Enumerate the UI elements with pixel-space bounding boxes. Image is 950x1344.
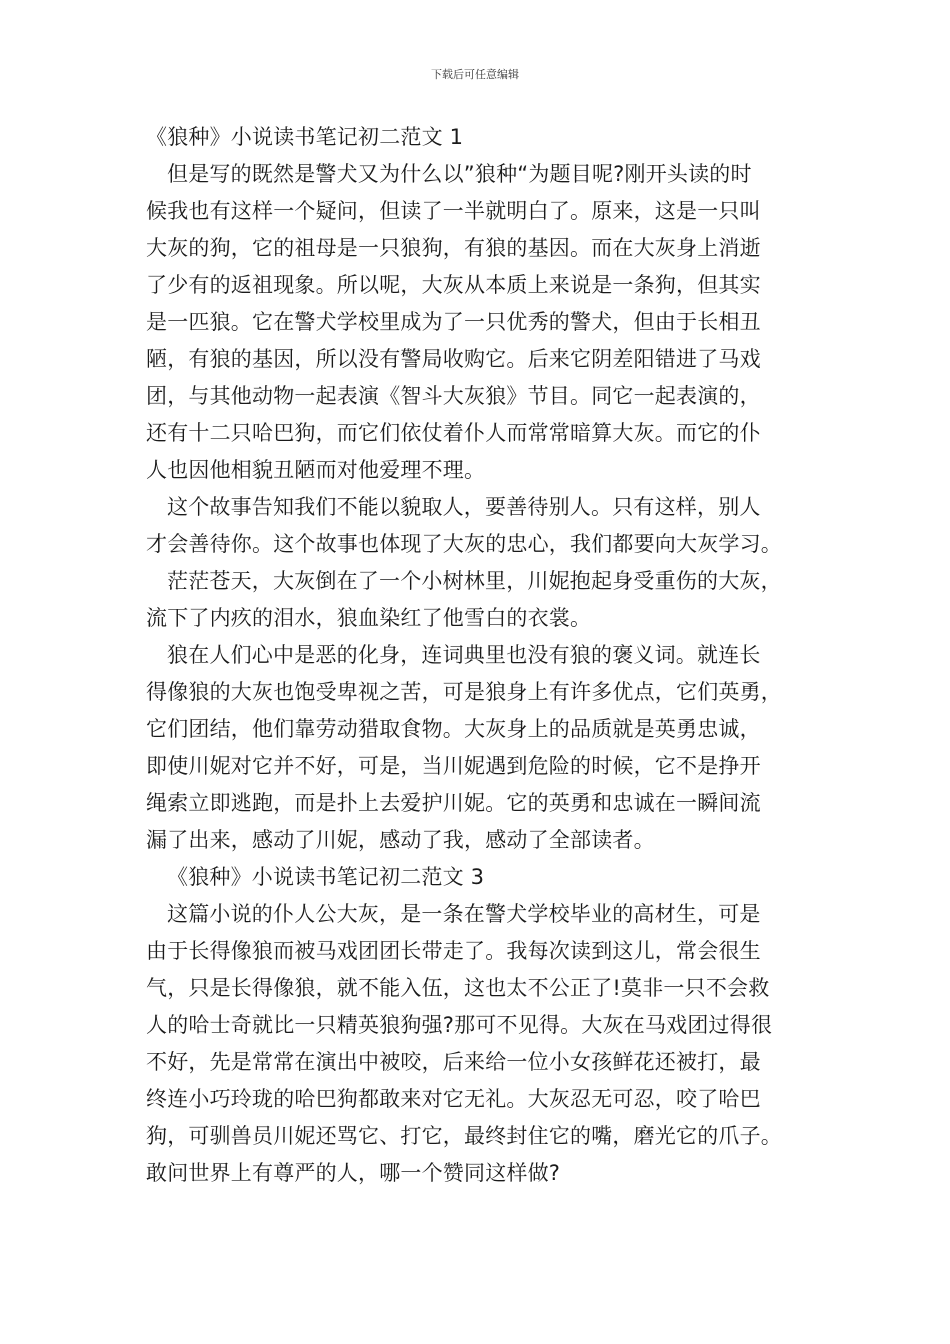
section-heading: 《狼种》小说读书笔记初二范文 1 [146, 125, 464, 149]
text-line: 还有十二只哈巴狗，而它们依仗着仆人而常常暗算大灰。而它的仆 [146, 421, 761, 445]
text-line: 气，只是长得像狼，就不能入伍，这也太不公正了!莫非一只不会救 [146, 976, 770, 1000]
text-line: 狼在人们心中是恶的化身，连词典里也没有狼的褒义词。就连长 [167, 643, 761, 667]
text-line: 即使川妮对它并不好，可是，当川妮遇到危险的时候，它不是挣开 [146, 754, 761, 778]
text-line: 但是写的既然是警犬又为什么以”狼种“为题目呢?刚开头读的时 [167, 162, 752, 186]
text-line: 了少有的返祖现象。所以呢，大灰从本质上来说是一条狗，但其实 [146, 273, 761, 297]
text-line: 是一匹狼。它在警犬学校里成为了一只优秀的警犬，但由于长相丑 [146, 310, 761, 334]
text-line: 得像狼的大灰也饱受卑视之苦，可是狼身上有许多优点，它们英勇， [146, 680, 782, 704]
section-heading: 《狼种》小说读书笔记初二范文 3 [167, 865, 485, 889]
text-line: 团，与其他动物一起表演《智斗大灰狼》节目。同它一起表演的， [146, 384, 761, 408]
text-line: 这篇小说的仆人公大灰，是一条在警犬学校毕业的高材生，可是 [167, 902, 761, 926]
document-body [146, 119, 826, 1192]
text-line: 流下了内疚的泪水，狼血染红了他雪白的衣裳。 [146, 606, 592, 630]
text-line: 绳索立即逃跑，而是扑上去爱护川妮。它的英勇和忠诚在一瞬间流 [146, 791, 761, 815]
text-line: 终连小巧玲珑的哈巴狗都敢来对它无礼。大灰忍无可忍，咬了哈巴 [146, 1087, 761, 1111]
text-line: 不好，先是常常在演出中被咬，后来给一位小女孩鲜花还被打，最 [146, 1050, 761, 1074]
text-line: 才会善待你。这个故事也体现了大灰的忠心，我们都要向大灰学习。 [146, 532, 782, 556]
text-line: 它们团结，他们靠劳动猎取食物。大灰身上的品质就是英勇忠诚， [146, 717, 761, 741]
page-header-note: 下载后可任意编辑 [431, 68, 519, 81]
text-line: 由于长得像狼而被马戏团团长带走了。我每次读到这儿，常会很生 [146, 939, 761, 963]
text-line: 人的哈士奇就比一只精英狼狗强?那可不见得。大灰在马戏团过得很 [146, 1013, 773, 1037]
text-line: 这个故事告知我们不能以貌取人，要善待别人。只有这样，别人 [167, 495, 761, 519]
text-line: 茫茫苍天，大灰倒在了一个小树林里，川妮抱起身受重伤的大灰， [167, 569, 782, 593]
text-line: 狗，可驯兽员川妮还骂它、打它，最终封住它的嘴，磨光它的爪子。 [146, 1124, 782, 1148]
text-line: 大灰的狗，它的祖母是一只狼狗，有狼的基因。而在大灰身上消逝 [146, 236, 761, 260]
text-line: 陋，有狼的基因，所以没有警局收购它。后来它阴差阳错进了马戏 [146, 347, 761, 371]
text-line: 候我也有这样一个疑问，但读了一半就明白了。原来，这是一只叫 [146, 199, 761, 223]
text-line: 人也因他相貌丑陋而对他爱理不理。 [146, 458, 486, 482]
text-line: 漏了出来，感动了川妮，感动了我，感动了全部读者。 [146, 828, 655, 852]
text-line: 敢问世界上有尊严的人，哪一个赞同这样做? [146, 1161, 561, 1185]
